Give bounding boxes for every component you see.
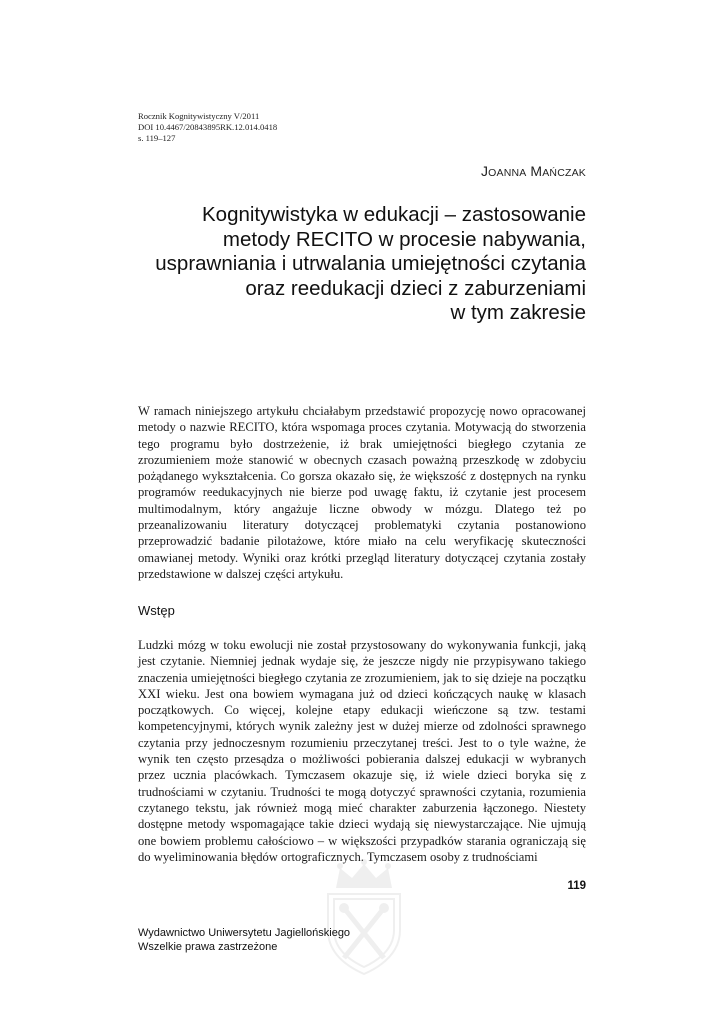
abstract: W ramach niniejszego artykułu chciałabym przedstawić propozycję nowo opracowanej metody o nazwie RECITO, która wspomaga proces czytania. Motywacją do stworzenia tego programu było dostrzeżenie, iż brak umiejętności biegłego czytania ze zrozumieniem może stanowić w obecnych czasach poważną przeszkodę w zdobyciu pożądanego wykształcenia. Co gorsza okazało się, że większość z dostępnych na rynku programów reedukacyjnych nie bierze pod uwagę faktu, iż czytanie jest procesem multimodalnym, który angażuje liczne obwody w mózgu. Dlatego też po przeanalizowaniu literatury dotyczącej problematyki czytania postanowiono przeprowadzić badanie pilotażowe, które miało na celu weryfikację skuteczności omawianej metody. Wyniki oraz krótki przegląd literatury dotyczącej czytania zostały przedstawione w dalszej części artykułu. [138, 404, 586, 581]
title-line: usprawniania i utrwalania umiejętności czytania [155, 252, 586, 275]
journal-name: Rocznik Kognitywistyczny V/2011 [138, 111, 260, 121]
university-crest-icon [318, 858, 410, 978]
title-line: Kognitywistyka w edukacji – zastosowanie [202, 203, 586, 226]
title-line: metody RECITO w procesie nabywania, [222, 227, 586, 251]
publisher-name: Wydawnictwo Uniwersytetu Jagiellońskiego [138, 927, 351, 939]
body-paragraph: Ludzki mózg w toku ewolucji nie został przystosowany do wykonywania funkcji, jaką jest czytanie. Niemniej jednak wydaje się, że jeszcze nigdy nie przypisywano takiego znaczenia umiejętności biegłego czytania ze zrozumieniem, jak to się dzieje na początku XXI wieku. Jest ona bowiem wymagana już od dzieci kończących naukę w klasach początkowych. Co więcej, kolejne etapy edukacji wieńczone są tzw. testami kompetencyjnymi, których wynik zależny jest w dużej mierze od zdolności sprawnego czytania przy jednoczesnym rozumieniu przeczytanej treści. Jest to o tyle ważne, że wynik ten często przesądza o możliwości pobierania dalszej edukacji w wybranych przez ucznia placówkach. Tymczasem okazuje się, iż wiele dzieci boryka się z trudnościami w czytaniu. Trudności te mogą dotyczyć sprawności czytania, rozumienia czytanego tekstu, jak również mogą mieć charakter zaburzenia łączonego. Niestety dostępne metody wspomagające takie dzieci wydają się niewystarczające. Nie ujmują one bowiem problemu całościowo – w większości przypadków starania ograniczają się do wyeliminowania błędów ortograficznych. Tymczasem osoby z trudnościami [138, 638, 586, 864]
section-heading: Wstęp [138, 603, 175, 618]
title-line: oraz reedukacji dzieci z zaburzeniami [245, 276, 586, 300]
author-name: JOANNA MAŃCZAK [480, 163, 586, 179]
journal-metadata [138, 111, 277, 144]
page-number: 119 [567, 880, 586, 892]
doi: DOI 10.4467/20843895RK.12.014.0418 [138, 122, 278, 132]
article-title [126, 203, 586, 326]
page-range: s. 119–127 [138, 133, 176, 143]
copyright-notice: Wszelkie prawa zastrzeżone [138, 941, 278, 953]
publisher-notice [138, 926, 350, 954]
title-line: w tym zakresie [450, 301, 586, 324]
